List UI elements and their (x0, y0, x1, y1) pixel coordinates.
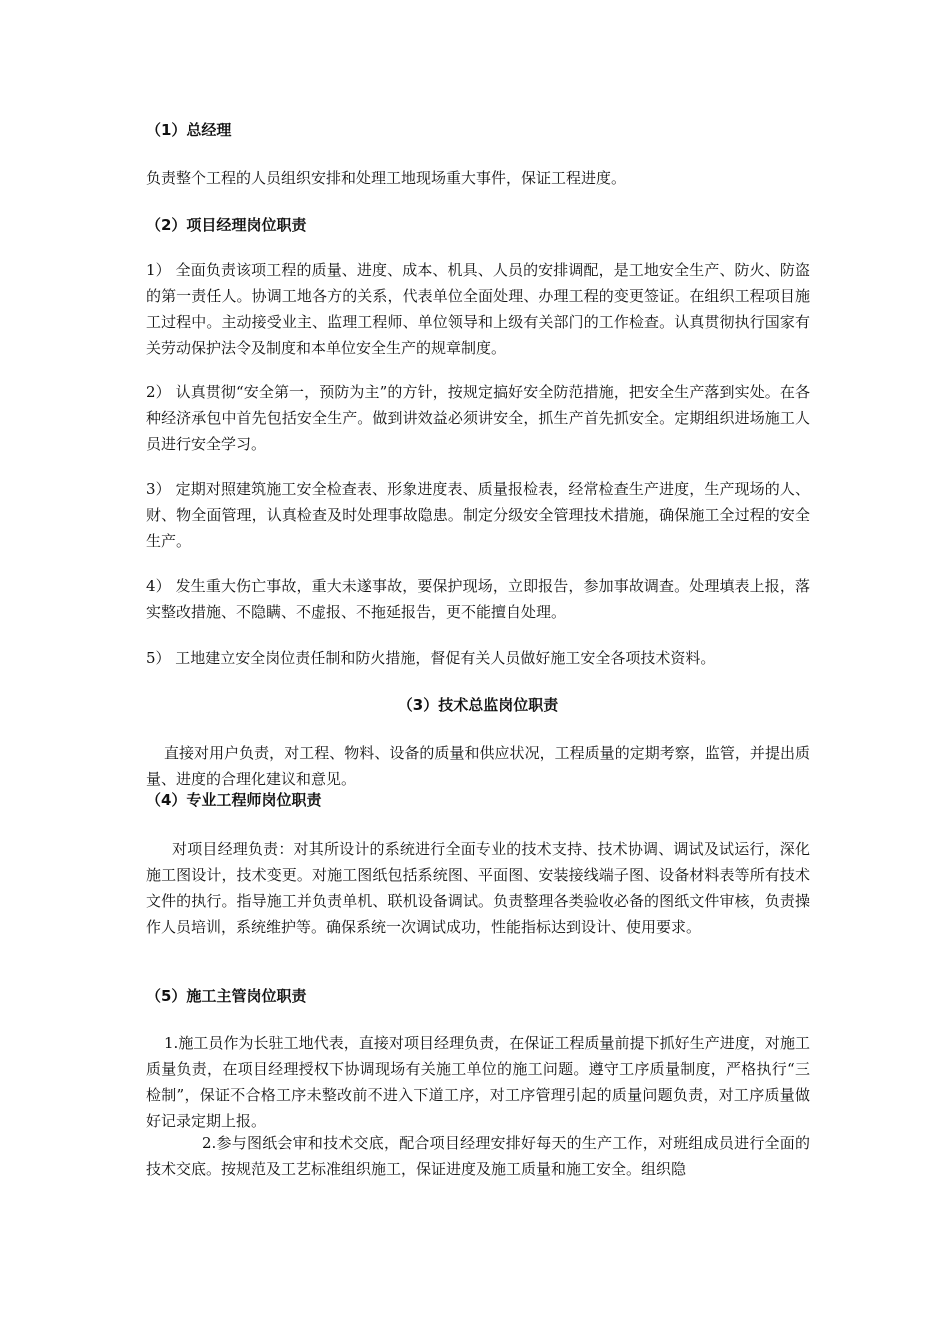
section-1-heading: （1）总经理 (146, 121, 232, 139)
section-2-paragraph-3: 3） 定期对照建筑施工安全检查表、形象进度表、质量报检表，经常检查生产进度，生产现场的人、财、物全面管理，认真检查及时处理事故隐患。制定分级安全管理技术措施，确保施工全过程的安全生产。 (146, 480, 810, 550)
section-2-paragraph-2: 2） 认真贯彻“安全第一，预防为主”的方针，按规定搞好安全防范措施，把安全生产落到实处。在各种经济承包中首先包括安全生产。做到讲效益必须讲安全，抓生产首先抓安全。定期组织进场施工人员进行安全学习。 (146, 383, 810, 453)
section-1-paragraph-1: 负责整个工程的人员组织安排和处理工地现场重大事件，保证工程进度。 (146, 169, 627, 187)
section-3-paragraph-1: 直接对用户负责，对工程、物料、设备的质量和供应状况，工程质量的定期考察，监管，并提出质量、进度的合理化建议和意见。 (146, 744, 810, 788)
section-4-heading: （4）专业工程师岗位职责 (146, 791, 322, 809)
section-2-paragraph-5: 5） 工地建立安全岗位责任制和防火措施，督促有关人员做好施工安全各项技术资料。 (146, 649, 716, 667)
section-2-heading: （2）项目经理岗位职责 (146, 216, 307, 234)
section-2-paragraph-4: 4） 发生重大伤亡事故，重大未遂事故，要保护现场，立即报告，参加事故调查。处理填表上报，落实整改措施、不隐瞒、不虚报、不拖延报告，更不能擅自处理。 (146, 577, 810, 621)
section-4-paragraph-1: 对项目经理负责：对其所设计的系统进行全面专业的技术支持、技术协调、调试及试运行，深化施工图设计，技术变更。对施工图纸包括系统图、平面图、安装接线端子图、设备材料表等所有技术文件的执行。指导施工并负责单机、联机设备调试。负责整理各类验收必备的图纸文件审核，负责操作人员培训，系统维护等。确保系统一次调试成功，性能指标达到设计、使用要求。 (146, 840, 810, 936)
section-5-paragraph-1: 1.施工员作为长驻工地代表，直接对项目经理负责，在保证工程质量前提下抓好生产进度，对施工质量负责，在项目经理授权下协调现场有关施工单位的施工问题。遵守工序质量制度，严格执行“三检制”，保证不合格工序未整改前不进入下道工序，对工序管理引起的质量问题负责，对工序质量做好记录定期上报。 (146, 1034, 810, 1130)
section-5-heading: （5）施工主管岗位职责 (146, 987, 307, 1005)
section-2-paragraph-1: 1） 全面负责该项工程的质量、进度、成本、机具、人员的安排调配，是工地安全生产、防火、防盗的第一责任人。协调工地各方的关系，代表单位全面处理、办理工程的变更签证。在组织工程项目施工过程中。主动接受业主、监理工程师、单位领导和上级有关部门的工作检查。认真贯彻执行国家有关劳动保护法令及制度和本单位安全生产的规章制度。 (146, 261, 810, 357)
section-5-paragraph-2: 2.参与图纸会审和技术交底，配合项目经理安排好每天的生产工作，对班组成员进行全面的技术交底。按规范及工艺标准组织施工，保证进度及施工质量和施工安全。组织隐 (146, 1134, 810, 1178)
section-3-heading: （3）技术总监岗位职责 (397, 696, 559, 714)
